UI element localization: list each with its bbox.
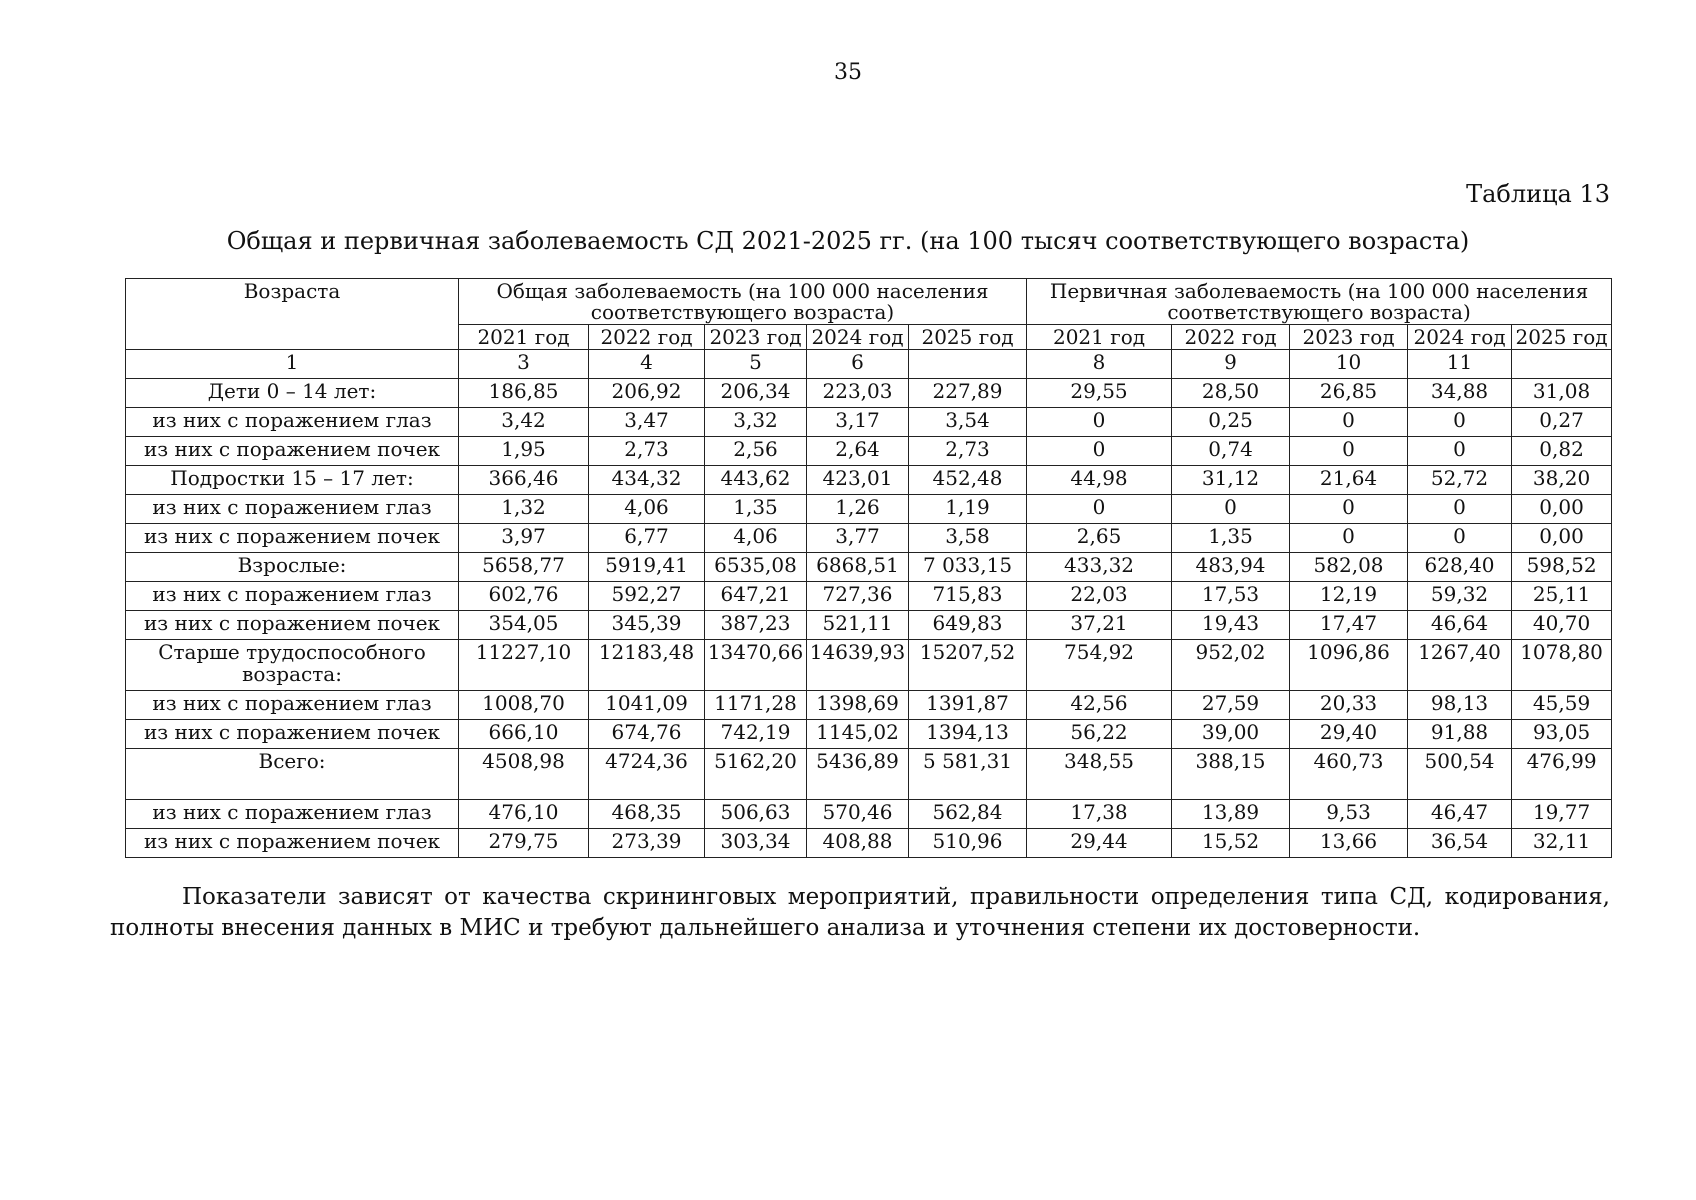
value-cell: 31,08 [1512, 379, 1612, 408]
value-cell: 40,70 [1512, 611, 1612, 640]
value-cell: 0 [1408, 495, 1512, 524]
header-row-groups [126, 279, 1612, 325]
value-cell: 0 [1290, 495, 1408, 524]
table-title: Общая и первичная заболеваемость СД 2021-2025 гг. (на 100 тысяч соответствующего возраста) [226, 227, 1470, 255]
value-cell: 19,77 [1512, 800, 1612, 829]
value-cell: 0,27 [1512, 408, 1612, 437]
value-cell: 476,10 [459, 800, 589, 829]
value-cell: 2,65 [1027, 524, 1172, 553]
column-number: 9 [1172, 350, 1290, 379]
value-cell: 348,55 [1027, 749, 1172, 800]
value-cell: 366,46 [459, 466, 589, 495]
value-cell: 27,59 [1172, 691, 1290, 720]
value-cell: 19,43 [1172, 611, 1290, 640]
column-number: 6 [807, 350, 909, 379]
value-cell: 2,73 [909, 437, 1027, 466]
value-cell: 5 581,31 [909, 749, 1027, 800]
value-cell: 602,76 [459, 582, 589, 611]
column-number [909, 350, 1027, 379]
value-cell: 14639,93 [807, 640, 909, 691]
value-cell: 93,05 [1512, 720, 1612, 749]
table-row [126, 640, 1612, 691]
value-cell: 388,15 [1172, 749, 1290, 800]
value-cell: 387,23 [705, 611, 807, 640]
value-cell: 3,97 [459, 524, 589, 553]
value-cell: 227,89 [909, 379, 1027, 408]
value-cell: 0 [1408, 408, 1512, 437]
value-cell: 29,40 [1290, 720, 1408, 749]
value-cell: 17,38 [1027, 800, 1172, 829]
row-label: из них с поражением глаз [126, 408, 459, 437]
header-age: Возраста [126, 279, 459, 350]
table-label: Таблица 13 [1466, 180, 1610, 208]
value-cell: 11227,10 [459, 640, 589, 691]
row-label: из них с поражением глаз [126, 582, 459, 611]
value-cell: 1,95 [459, 437, 589, 466]
value-cell: 3,54 [909, 408, 1027, 437]
value-cell: 42,56 [1027, 691, 1172, 720]
value-cell: 476,99 [1512, 749, 1612, 800]
value-cell: 223,03 [807, 379, 909, 408]
header-year: 2023 год [705, 325, 807, 350]
value-cell: 12,19 [1290, 582, 1408, 611]
value-cell: 21,64 [1290, 466, 1408, 495]
value-cell: 506,63 [705, 800, 807, 829]
value-cell: 5436,89 [807, 749, 909, 800]
value-cell: 0 [1027, 495, 1172, 524]
value-cell: 0,25 [1172, 408, 1290, 437]
value-cell: 1,26 [807, 495, 909, 524]
value-cell: 1041,09 [589, 691, 705, 720]
value-cell: 0 [1290, 524, 1408, 553]
table-row [126, 691, 1612, 720]
column-number-row [126, 350, 1612, 379]
value-cell: 17,47 [1290, 611, 1408, 640]
value-cell: 0,00 [1512, 495, 1612, 524]
value-cell: 29,55 [1027, 379, 1172, 408]
value-cell: 0 [1290, 408, 1408, 437]
value-cell: 754,92 [1027, 640, 1172, 691]
value-cell: 468,35 [589, 800, 705, 829]
row-label: Подростки 15 – 17 лет: [126, 466, 459, 495]
value-cell: 0,82 [1512, 437, 1612, 466]
value-cell: 2,56 [705, 437, 807, 466]
value-cell: 460,73 [1290, 749, 1408, 800]
row-label: из них с поражением глаз [126, 495, 459, 524]
value-cell: 715,83 [909, 582, 1027, 611]
value-cell: 592,27 [589, 582, 705, 611]
header-year: 2025 год [1512, 325, 1612, 350]
value-cell: 5919,41 [589, 553, 705, 582]
table-row [126, 720, 1612, 749]
value-cell: 98,13 [1408, 691, 1512, 720]
value-cell: 0,00 [1512, 524, 1612, 553]
value-cell: 1,35 [1172, 524, 1290, 553]
value-cell: 46,47 [1408, 800, 1512, 829]
value-cell: 3,32 [705, 408, 807, 437]
table-row [126, 379, 1612, 408]
value-cell: 1391,87 [909, 691, 1027, 720]
value-cell: 15,52 [1172, 829, 1290, 858]
value-cell: 1394,13 [909, 720, 1027, 749]
row-label: из них с поражением почек [126, 829, 459, 858]
table-row [126, 582, 1612, 611]
table-row [126, 495, 1612, 524]
value-cell: 6535,08 [705, 553, 807, 582]
row-label: Всего: [126, 749, 459, 800]
value-cell: 1398,69 [807, 691, 909, 720]
value-cell: 408,88 [807, 829, 909, 858]
row-label: Взрослые: [126, 553, 459, 582]
header-year: 2024 год [1408, 325, 1512, 350]
value-cell: 36,54 [1408, 829, 1512, 858]
value-cell: 0 [1408, 524, 1512, 553]
value-cell: 1078,80 [1512, 640, 1612, 691]
column-number: 4 [589, 350, 705, 379]
value-cell: 29,44 [1027, 829, 1172, 858]
value-cell: 0 [1172, 495, 1290, 524]
value-cell: 727,36 [807, 582, 909, 611]
column-number: 3 [459, 350, 589, 379]
header-year: 2025 год [909, 325, 1027, 350]
value-cell: 647,21 [705, 582, 807, 611]
footer-note: Показатели зависят от качества скрининговых мероприятий, правильности определения типа СД, кодирования, полноты внесения данных в МИС и требуют дальнейшего анализа и уточнения степени их достоверности. [110, 884, 1610, 941]
value-cell: 3,47 [589, 408, 705, 437]
value-cell: 521,11 [807, 611, 909, 640]
value-cell: 3,42 [459, 408, 589, 437]
value-cell: 3,77 [807, 524, 909, 553]
table-body [126, 350, 1612, 858]
value-cell: 4508,98 [459, 749, 589, 800]
value-cell: 91,88 [1408, 720, 1512, 749]
value-cell: 354,05 [459, 611, 589, 640]
value-cell: 2,73 [589, 437, 705, 466]
header-year: 2021 год [459, 325, 589, 350]
column-number: 11 [1408, 350, 1512, 379]
value-cell: 13,66 [1290, 829, 1408, 858]
value-cell: 628,40 [1408, 553, 1512, 582]
header-year: 2022 год [589, 325, 705, 350]
value-cell: 38,20 [1512, 466, 1612, 495]
value-cell: 1008,70 [459, 691, 589, 720]
value-cell: 6868,51 [807, 553, 909, 582]
header-general-group: Общая заболеваемость (на 100 000 населения соответствующего возраста) [459, 279, 1027, 325]
value-cell: 4,06 [589, 495, 705, 524]
table-row [126, 611, 1612, 640]
column-number: 8 [1027, 350, 1172, 379]
value-cell: 510,96 [909, 829, 1027, 858]
value-cell: 273,39 [589, 829, 705, 858]
value-cell: 31,12 [1172, 466, 1290, 495]
value-cell: 12183,48 [589, 640, 705, 691]
value-cell: 0 [1408, 437, 1512, 466]
value-cell: 1,35 [705, 495, 807, 524]
value-cell: 17,53 [1172, 582, 1290, 611]
table-row [126, 829, 1612, 858]
row-label: из них с поражением почек [126, 437, 459, 466]
value-cell: 3,58 [909, 524, 1027, 553]
header-year: 2021 год [1027, 325, 1172, 350]
table-row [126, 524, 1612, 553]
table-row [126, 800, 1612, 829]
header-year: 2023 год [1290, 325, 1408, 350]
value-cell: 32,11 [1512, 829, 1612, 858]
value-cell: 44,98 [1027, 466, 1172, 495]
value-cell: 443,62 [705, 466, 807, 495]
header-year: 2022 год [1172, 325, 1290, 350]
row-label: из них с поражением глаз [126, 691, 459, 720]
value-cell: 46,64 [1408, 611, 1512, 640]
row-label: Старше трудоспособного возраста: [126, 640, 459, 691]
row-label: из них с поражением почек [126, 720, 459, 749]
value-cell: 0 [1027, 408, 1172, 437]
value-cell: 13470,66 [705, 640, 807, 691]
row-label: из них с поражением глаз [126, 800, 459, 829]
header-primary-group: Первичная заболеваемость (на 100 000 населения соответствующего возраста) [1027, 279, 1612, 325]
value-cell: 0 [1027, 437, 1172, 466]
table-row [126, 553, 1612, 582]
value-cell: 1,19 [909, 495, 1027, 524]
value-cell: 39,00 [1172, 720, 1290, 749]
value-cell: 22,03 [1027, 582, 1172, 611]
table-row [126, 466, 1612, 495]
value-cell: 674,76 [589, 720, 705, 749]
value-cell: 483,94 [1172, 553, 1290, 582]
value-cell: 34,88 [1408, 379, 1512, 408]
value-cell: 598,52 [1512, 553, 1612, 582]
value-cell: 59,32 [1408, 582, 1512, 611]
value-cell: 4,06 [705, 524, 807, 553]
column-number: 5 [705, 350, 807, 379]
column-number: 10 [1290, 350, 1408, 379]
value-cell: 37,21 [1027, 611, 1172, 640]
value-cell: 1171,28 [705, 691, 807, 720]
value-cell: 452,48 [909, 466, 1027, 495]
value-cell: 20,33 [1290, 691, 1408, 720]
value-cell: 1096,86 [1290, 640, 1408, 691]
value-cell: 423,01 [807, 466, 909, 495]
value-cell: 952,02 [1172, 640, 1290, 691]
value-cell: 570,46 [807, 800, 909, 829]
value-cell: 303,34 [705, 829, 807, 858]
header-year: 2024 год [807, 325, 909, 350]
row-label: из них с поражением почек [126, 611, 459, 640]
value-cell: 279,75 [459, 829, 589, 858]
value-cell: 13,89 [1172, 800, 1290, 829]
value-cell: 500,54 [1408, 749, 1512, 800]
value-cell: 0 [1290, 437, 1408, 466]
value-cell: 6,77 [589, 524, 705, 553]
value-cell: 25,11 [1512, 582, 1612, 611]
table-row [126, 408, 1612, 437]
value-cell: 26,85 [1290, 379, 1408, 408]
morbidity-table [125, 278, 1612, 858]
value-cell: 582,08 [1290, 553, 1408, 582]
value-cell: 3,17 [807, 408, 909, 437]
table-row [126, 749, 1612, 800]
value-cell: 345,39 [589, 611, 705, 640]
value-cell: 9,53 [1290, 800, 1408, 829]
value-cell: 666,10 [459, 720, 589, 749]
row-label: Дети 0 – 14 лет: [126, 379, 459, 408]
value-cell: 434,32 [589, 466, 705, 495]
value-cell: 4724,36 [589, 749, 705, 800]
value-cell: 2,64 [807, 437, 909, 466]
value-cell: 52,72 [1408, 466, 1512, 495]
value-cell: 1,32 [459, 495, 589, 524]
value-cell: 0,74 [1172, 437, 1290, 466]
value-cell: 206,92 [589, 379, 705, 408]
value-cell: 56,22 [1027, 720, 1172, 749]
value-cell: 5162,20 [705, 749, 807, 800]
value-cell: 1145,02 [807, 720, 909, 749]
value-cell: 562,84 [909, 800, 1027, 829]
value-cell: 206,34 [705, 379, 807, 408]
value-cell: 649,83 [909, 611, 1027, 640]
value-cell: 28,50 [1172, 379, 1290, 408]
value-cell: 1267,40 [1408, 640, 1512, 691]
table-row [126, 437, 1612, 466]
column-number [1512, 350, 1612, 379]
value-cell: 7 033,15 [909, 553, 1027, 582]
row-label: из них с поражением почек [126, 524, 459, 553]
value-cell: 15207,52 [909, 640, 1027, 691]
column-number: 1 [126, 350, 459, 379]
value-cell: 5658,77 [459, 553, 589, 582]
value-cell: 186,85 [459, 379, 589, 408]
value-cell: 742,19 [705, 720, 807, 749]
value-cell: 45,59 [1512, 691, 1612, 720]
value-cell: 433,32 [1027, 553, 1172, 582]
page-number: 35 [834, 60, 862, 85]
